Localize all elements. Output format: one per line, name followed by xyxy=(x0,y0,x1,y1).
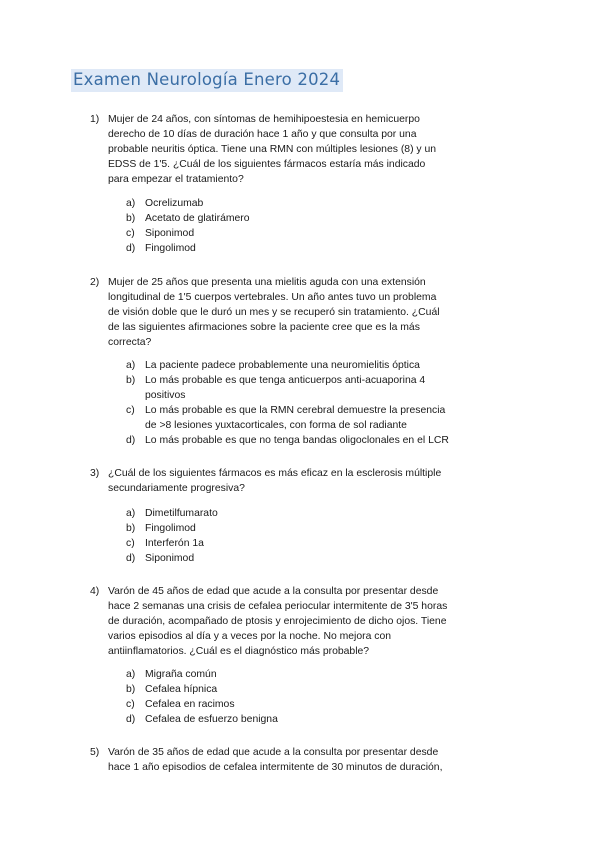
question-text-line: probable neuritis óptica. Tiene una RMN con múltiples lesiones (8) y un xyxy=(108,144,437,155)
option-letter: c) xyxy=(126,405,135,416)
question-number: 5) xyxy=(90,747,100,758)
question-number: 4) xyxy=(90,586,100,597)
option-letter: b) xyxy=(126,523,136,534)
question-text-line: hace 2 semanas una crisis de cefalea periocular intermitente de 3'5 horas xyxy=(108,601,448,612)
option-text: Interferón 1a xyxy=(145,538,204,549)
document-title: Examen Neurología Enero 2024 xyxy=(71,69,343,92)
option-text: La paciente padece probablemente una neuromielitis óptica xyxy=(145,360,420,371)
option-letter: a) xyxy=(126,198,136,209)
option-text: positivos xyxy=(145,390,186,401)
option-text: Cefalea hípnica xyxy=(145,684,218,695)
option-text: Lo más probable es que tenga anticuerpos anti-acuaporina 4 xyxy=(145,375,426,386)
question-text-line: Varón de 35 años de edad que acude a la consulta por presentar desde xyxy=(108,747,439,758)
option-letter: d) xyxy=(126,553,136,564)
question-text-line: Mujer de 25 años que presenta una mielitis aguda con una extensión xyxy=(108,277,426,288)
option-text: Lo más probable es que no tenga bandas oligoclonales en el LCR xyxy=(145,435,449,446)
option-letter: c) xyxy=(126,538,135,549)
question-number: 2) xyxy=(90,277,100,288)
option-letter: d) xyxy=(126,243,136,254)
question-text-line: Mujer de 24 años, con síntomas de hemihipoestesia en hemicuerpo xyxy=(108,114,420,125)
question-text-line: antiinflamatorios. ¿Cuál es el diagnóstico más probable? xyxy=(108,646,370,657)
option-text: Cefalea de esfuerzo benigna xyxy=(145,714,278,725)
option-text: Fingolimod xyxy=(145,523,196,534)
question-text-line: de duración, acompañado de ptosis y enrojecimiento de dicho ojos. Tiene xyxy=(108,616,447,627)
question-text-line: correcta? xyxy=(108,337,152,348)
option-letter: b) xyxy=(126,375,136,386)
option-text: Dimetilfumarato xyxy=(145,508,218,519)
option-letter: b) xyxy=(126,213,136,224)
option-letter: c) xyxy=(126,228,135,239)
option-text: Siponimod xyxy=(145,553,195,564)
question-number: 1) xyxy=(90,114,100,125)
option-letter: a) xyxy=(126,508,136,519)
question-text-line: secundariamente progresiva? xyxy=(108,483,245,494)
question-text-line: ¿Cuál de los siguientes fármacos es más eficaz en la esclerosis múltiple xyxy=(108,468,442,479)
question-text-line: para empezar el tratamiento? xyxy=(108,174,244,185)
question-number: 3) xyxy=(90,468,100,479)
option-text: Fingolimod xyxy=(145,243,196,254)
question-text-line: hace 1 año episodios de cefalea intermitente de 30 minutos de duración, xyxy=(108,762,443,773)
option-letter: a) xyxy=(126,360,136,371)
option-text: Cefalea en racimos xyxy=(145,699,235,710)
question-text-line: EDSS de 1'5. ¿Cuál de los siguientes fármacos estaría más indicado xyxy=(108,159,426,170)
option-text: Lo más probable es que la RMN cerebral demuestre la presencia xyxy=(145,405,446,416)
question-text-line: varios episodios al día y a veces por la noche. No mejora con xyxy=(108,631,392,642)
question-text-line: longitudinal de 1'5 cuerpos vertebrales. Un año antes tuvo un problema xyxy=(108,292,437,303)
option-text: Siponimod xyxy=(145,228,195,239)
option-letter: d) xyxy=(126,435,136,446)
question-text-line: Varón de 45 años de edad que acude a la consulta por presentar desde xyxy=(108,586,439,597)
option-letter: a) xyxy=(126,669,136,680)
question-text-line: de las siguientes afirmaciones sobre la paciente cree que es la más xyxy=(108,322,420,333)
option-text: Acetato de glatirámero xyxy=(145,213,250,224)
option-letter: d) xyxy=(126,714,136,725)
question-text-line: de visión doble que le duró un mes y se recuperó sin tratamiento. ¿Cuál xyxy=(108,307,440,318)
option-text: Ocrelizumab xyxy=(145,198,204,209)
question-text-line: derecho de 10 días de duración hace 1 año y que consulta por una xyxy=(108,129,417,140)
option-letter: b) xyxy=(126,684,136,695)
option-text: de >8 lesiones yuxtacorticales, con forma de sol radiante xyxy=(145,420,407,431)
option-letter: c) xyxy=(126,699,135,710)
option-text: Migraña común xyxy=(145,669,217,680)
